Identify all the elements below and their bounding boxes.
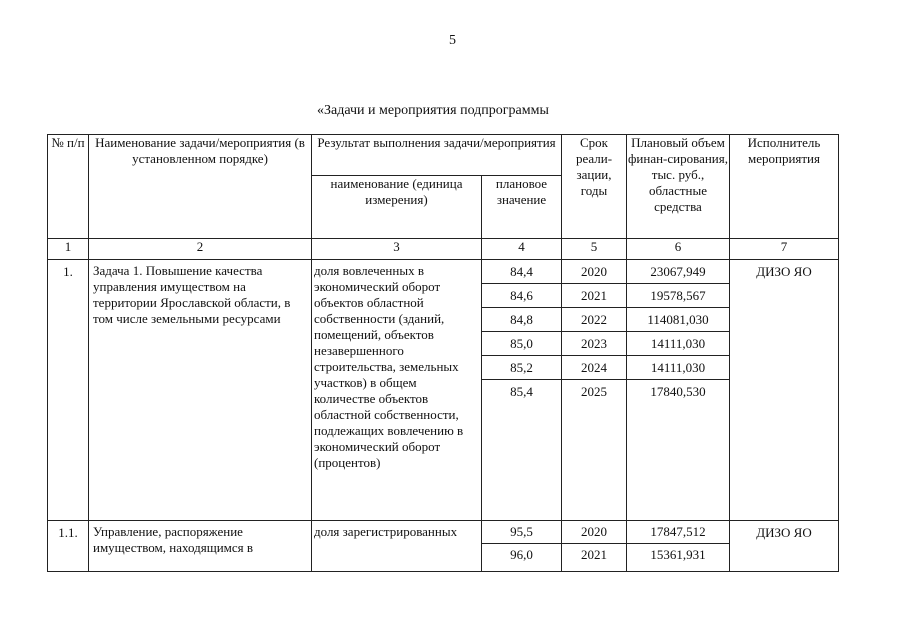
- funding-value: 17847,512: [627, 521, 729, 544]
- funding-value: 19578,567: [627, 284, 729, 308]
- year: 2022: [562, 308, 626, 332]
- plan-values: [482, 521, 562, 572]
- funding-value: 15361,931: [650, 547, 706, 562]
- executor: ДИЗО ЯО: [730, 260, 839, 521]
- plan-value: 85,0: [482, 332, 561, 356]
- plan-value: 84,6: [482, 284, 561, 308]
- header-row: [48, 135, 839, 176]
- year: 2024: [562, 356, 626, 380]
- header-result-group: Результат выполнения задачи/мероприятия: [312, 135, 562, 176]
- header-num: № п/п: [48, 135, 89, 239]
- row-number: 1.: [48, 260, 89, 521]
- header-plan-value: плановое значение: [482, 176, 562, 239]
- task-name: Задача 1. Повышение качества управления имуществом на территории Ярославской области, в том числе земельными ресурсами: [89, 260, 312, 521]
- col-number: 6: [627, 239, 730, 260]
- plan-value: 84,4: [482, 260, 561, 284]
- tasks-table: [47, 134, 839, 572]
- funding-value: 17840,530: [650, 384, 706, 399]
- table-row: [48, 521, 839, 572]
- funding-value: 14111,030: [627, 332, 729, 356]
- header-task-name: Наименование задачи/мероприятия (в установленном порядке): [89, 135, 312, 239]
- year: 2023: [562, 332, 626, 356]
- year: 2020: [562, 521, 626, 544]
- plan-value: 85,4: [510, 384, 533, 399]
- page-number: 5: [449, 33, 456, 48]
- funding-value: 114081,030: [627, 308, 729, 332]
- year: 2020: [562, 260, 626, 284]
- plan-value: 85,2: [482, 356, 561, 380]
- header-result-name: наименование (единица измерения): [312, 176, 482, 239]
- col-number: 7: [730, 239, 839, 260]
- funding-value: 23067,949: [627, 260, 729, 284]
- funding-values: [627, 521, 730, 572]
- header-funding: Плановый объем финан-сирования, тыс. руб., областные средства: [627, 135, 730, 239]
- years: [562, 260, 627, 521]
- funding-values: [627, 260, 730, 521]
- plan-value: 95,5: [482, 521, 561, 544]
- executor: ДИЗО ЯО: [730, 521, 839, 572]
- column-numbers-row: [48, 239, 839, 260]
- document-title: «Задачи и мероприятия подпрограммы: [317, 103, 549, 118]
- result-indicator: доля вовлеченных в экономический оборот объектов областной собственности (зданий, помещений, объектов незавершенного строительства, земельных участков) в общем количестве объектов областной собственности, подлежащих вовлечению в экономический оборот (процентов): [312, 260, 482, 521]
- col-number: 3: [312, 239, 482, 260]
- row-number: 1.1.: [48, 521, 89, 572]
- task-name: Управление, распоряжение имуществом, находящимся в: [89, 521, 312, 572]
- year: 2021: [562, 284, 626, 308]
- year: 2025: [581, 384, 607, 399]
- col-number: 1: [48, 239, 89, 260]
- year: 2021: [581, 547, 607, 562]
- funding-value: 14111,030: [627, 356, 729, 380]
- table-row: [48, 260, 839, 521]
- result-indicator: доля зарегистрированных: [312, 521, 482, 572]
- years: [562, 521, 627, 572]
- header-executor: Исполнитель мероприятия: [730, 135, 839, 239]
- col-number: 5: [562, 239, 627, 260]
- col-number: 2: [89, 239, 312, 260]
- plan-value: 84,8: [482, 308, 561, 332]
- col-number: 4: [482, 239, 562, 260]
- header-term: Срок реали-зации, годы: [562, 135, 627, 239]
- plan-value: 96,0: [510, 547, 533, 562]
- plan-values: [482, 260, 562, 521]
